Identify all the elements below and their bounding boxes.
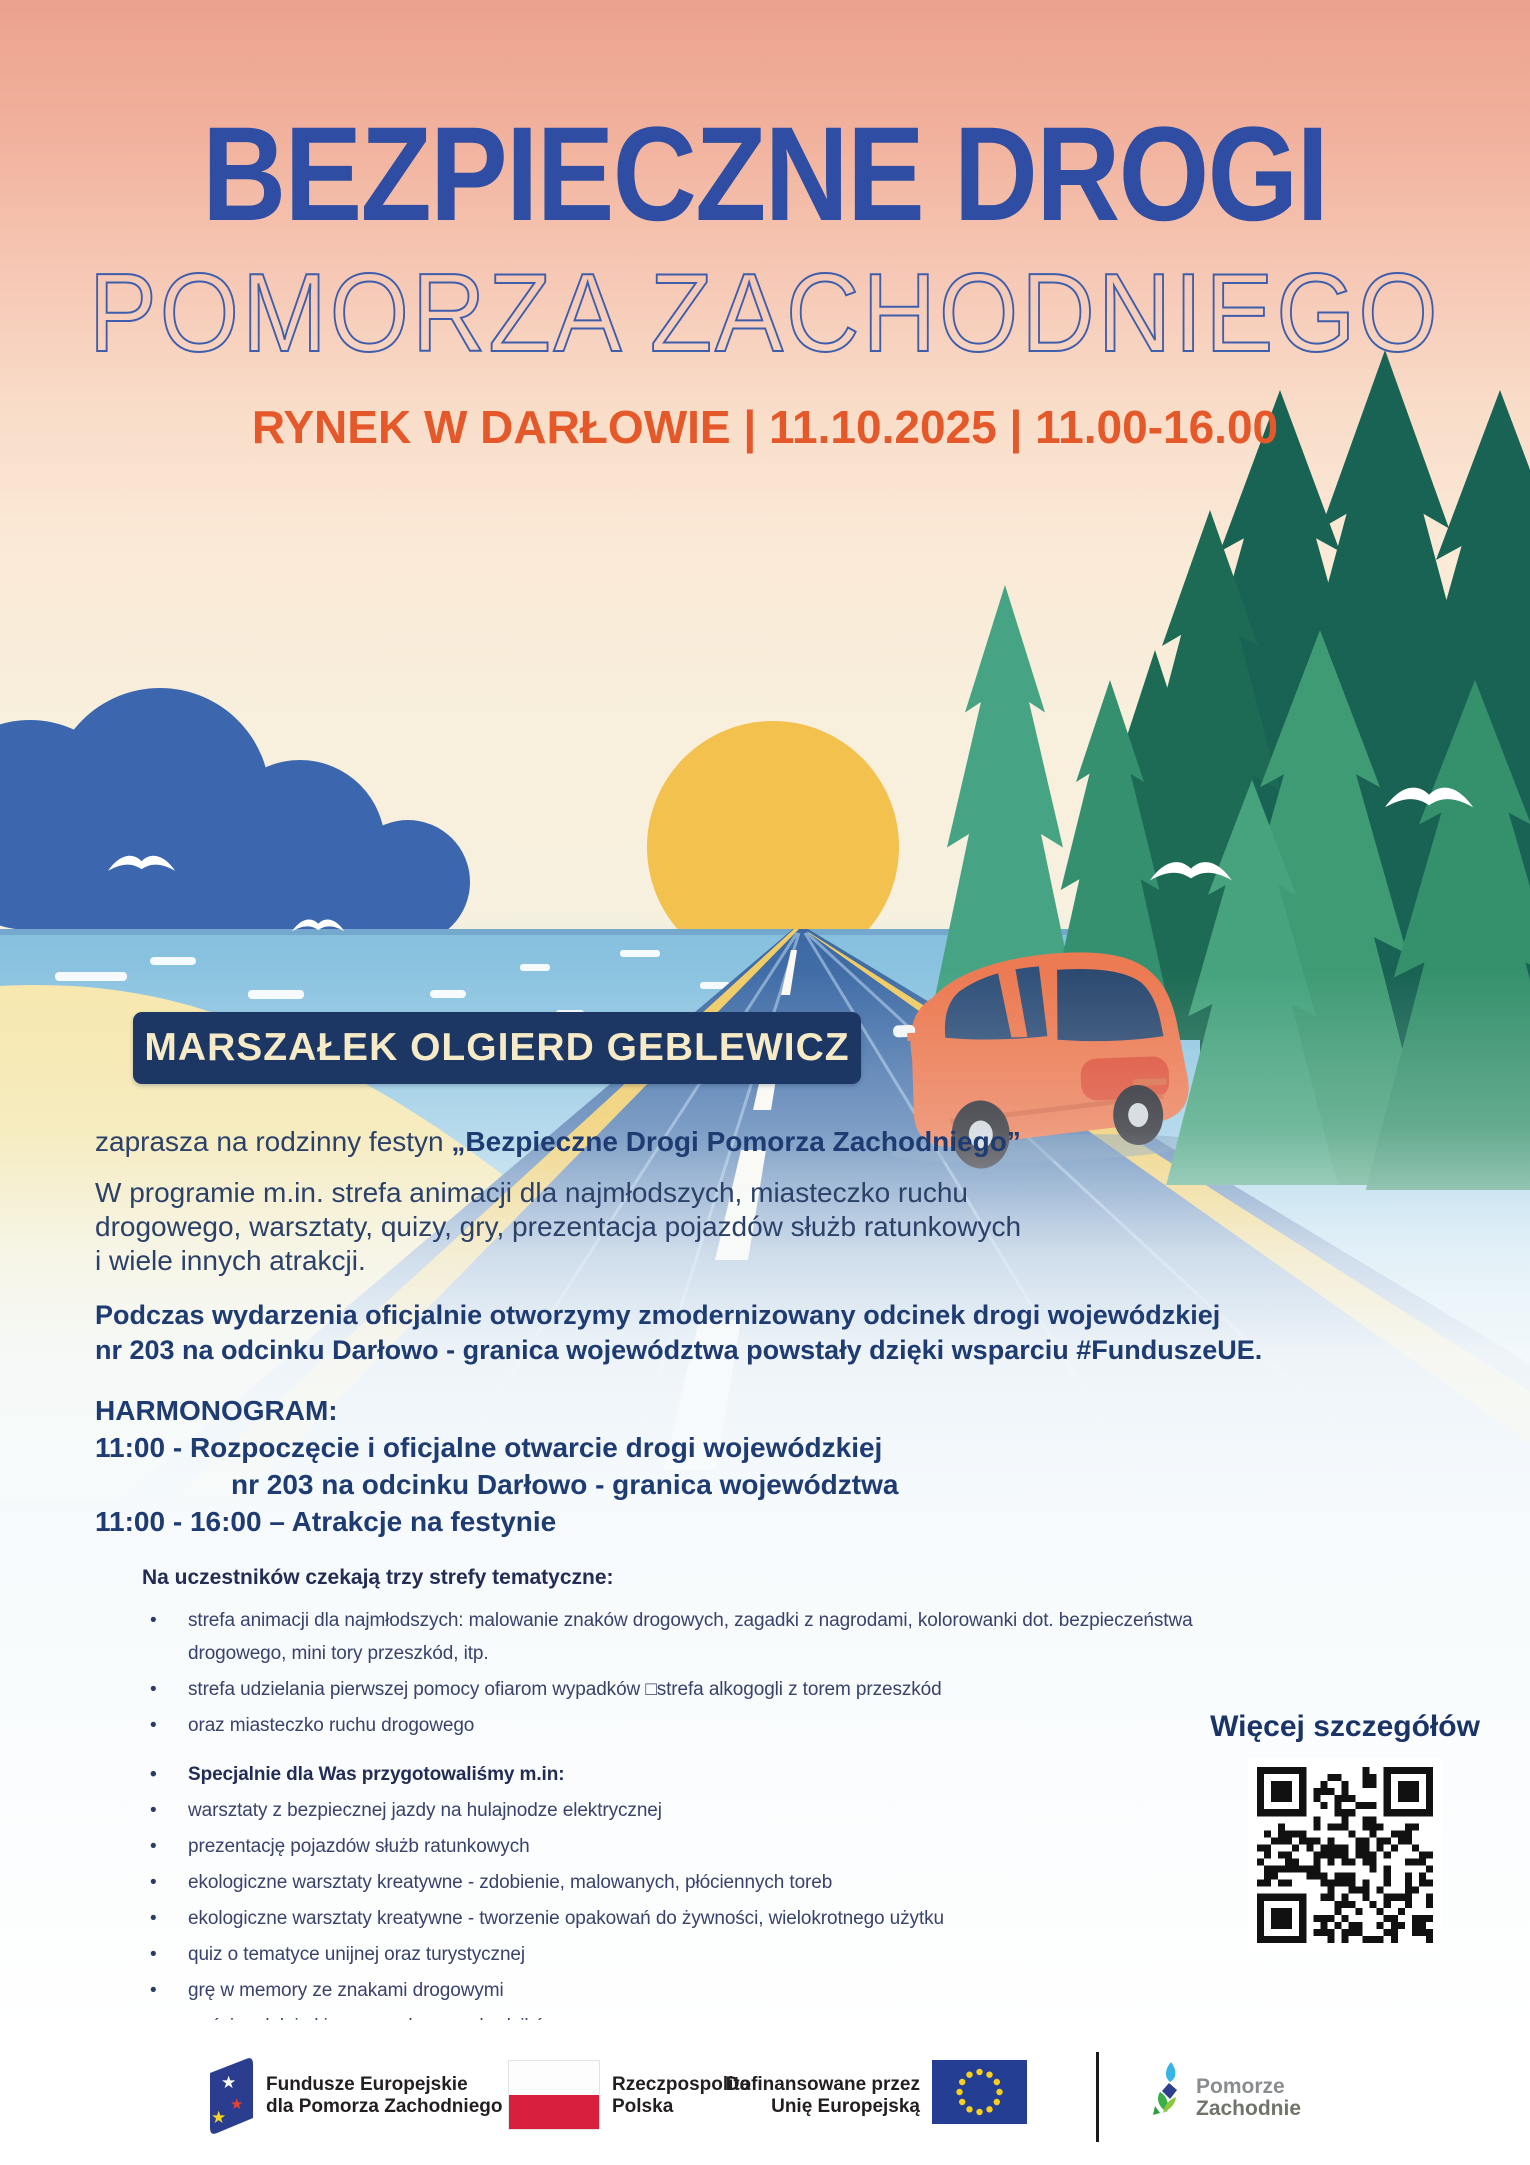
road-opening-paragraph: Podczas wydarzenia oficjalnie otworzymy zmodernizowany odcinek drogi wojewódzkiej nr 203 na odcinku Darłowo - granica województwa powstały dzięki wsparciu #FunduszeUE. bbox=[95, 1300, 1263, 1365]
svg-text:★: ★ bbox=[211, 2108, 227, 2128]
svg-text:★: ★ bbox=[230, 2095, 244, 2113]
marshal-banner-label: MARSZAŁEK OLGIERD GEBLEWICZ bbox=[144, 1026, 850, 1069]
poland-label: Rzeczpospolita Polska bbox=[612, 2074, 751, 2117]
attractions-list bbox=[142, 1758, 944, 2043]
qr-code bbox=[1248, 1758, 1442, 1952]
footer-logo-bar bbox=[0, 2020, 1530, 2165]
zones-heading: Na uczestników czekają trzy strefy tematyczne: bbox=[142, 1566, 614, 1589]
attractions-block bbox=[142, 1758, 944, 2046]
zones-list bbox=[142, 1604, 1272, 1742]
list-item: • oraz miasteczko ruchu drogowego bbox=[142, 1709, 1272, 1742]
program-paragraph: W programie m.in. strefa animacji dla najmłodszych, miasteczko ruchu drogowego, warsztaty, quizy, gry, prezentacja pojazdów służb ratunkowych i wiele innych atrakcji. bbox=[95, 1177, 1022, 1276]
footer-divider bbox=[1096, 2052, 1099, 2142]
details-heading: Więcej szczegółów bbox=[1210, 1710, 1480, 1743]
poland-flag-icon bbox=[508, 2060, 600, 2130]
eu-funds-logo-icon bbox=[203, 2056, 257, 2136]
event-info-line: RYNEK W DARŁOWIE | 11.10.2025 | 11.00-16.00 bbox=[251, 401, 1279, 453]
schedule-line: 11:00 - Rozpoczęcie i oficjalne otwarcie drogi wojewódzkiej bbox=[95, 1432, 883, 1463]
zones-block bbox=[142, 1566, 1272, 1745]
schedule-block bbox=[95, 1392, 898, 1540]
schedule-line: 11:00 - 16:00 – Atrakcje na festynie bbox=[95, 1506, 557, 1537]
attractions-lead: • Specjalnie dla Was przygotowaliśmy m.in: bbox=[142, 1758, 944, 1791]
svg-text:★: ★ bbox=[221, 2073, 237, 2093]
pomorze-zachodnie-label: Pomorze Zachodnie bbox=[1196, 2075, 1302, 2120]
list-item: • quiz o tematyce unijnej oraz turystycznej bbox=[142, 1938, 944, 1971]
list-item: • warsztaty z bezpiecznej jazdy na hulajnodze elektrycznej bbox=[142, 1794, 944, 1827]
festival-name: „Bezpieczne Drogi Pomorza Zachodniego” bbox=[451, 1126, 1021, 1157]
list-item: • strefa udzielania pierwszej pomocy ofiarom wypadków □strefa alkogogli z torem przeszkód bbox=[142, 1673, 1272, 1706]
schedule-heading: HARMONOGRAM: bbox=[95, 1395, 338, 1426]
cofinance-label: Dofinansowane przez Unię Europejską bbox=[725, 2074, 920, 2117]
eu-funds-label: Fundusze Europejskie dla Pomorza Zachodniego bbox=[266, 2074, 503, 2117]
page-subtitle: POMORZA ZACHODNIEGO bbox=[89, 251, 1441, 375]
marshal-banner bbox=[133, 1012, 861, 1084]
pomorze-zachodnie-logo-icon bbox=[1148, 2060, 1188, 2116]
list-item: • strefa animacji dla najmłodszych: malowanie znaków drogowych, zagadki z nagrodami, kolorowanki dot. bezpieczeństwa drogowego, mini tory przeszkód, itp. bbox=[142, 1604, 1272, 1670]
schedule-line: nr 203 na odcinku Darłowo - granica województwa bbox=[231, 1469, 899, 1500]
list-item: • ekologiczne warsztaty kreatywne - zdobienie, malowanych, płóciennych toreb bbox=[142, 1866, 944, 1899]
list-item: • ekologiczne warsztaty kreatywne - tworzenie opakowań do żywności, wielokrotnego użytku bbox=[142, 1902, 944, 1935]
page-title: BEZPIECZNE DROGI bbox=[202, 100, 1328, 249]
list-item: • prezentację pojazdów służb ratunkowych bbox=[142, 1830, 944, 1863]
intro-prefix: zaprasza na rodzinny festyn bbox=[95, 1126, 452, 1157]
list-item: • grę w memory ze znakami drogowymi bbox=[142, 1974, 944, 2007]
intro-line bbox=[95, 1126, 1021, 1158]
eu-flag-icon bbox=[932, 2060, 1027, 2124]
